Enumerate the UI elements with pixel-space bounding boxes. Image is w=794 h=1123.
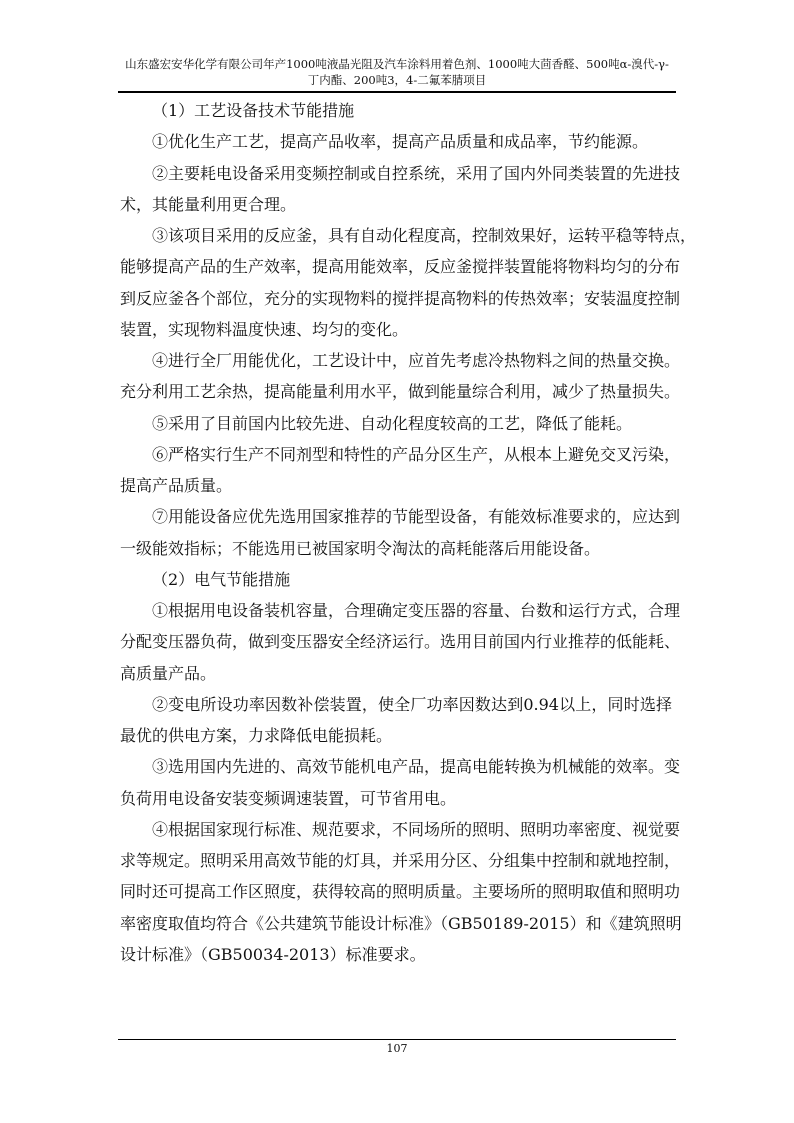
paragraph <box>120 345 681 408</box>
text-line: 同时还可提高工作区照度，获得较高的照明质量。主要场所的照明取值和照明功 <box>120 882 681 902</box>
paragraph <box>120 564 672 595</box>
text-line: 设计标准》（GB50034-2013）标准要求。 <box>120 944 426 964</box>
text-line: （2）电气节能措施 <box>152 569 291 589</box>
paragraph <box>120 814 682 970</box>
text-line: （1）工艺设备技术节能措施 <box>152 101 355 120</box>
text-line: 负荷用电设备安装变频调速装置，可节省用电。 <box>120 788 457 808</box>
text-line: 装置，实现物料温度快速、均匀的变化。 <box>120 319 409 339</box>
text-line: ⑥严格实行生产不同剂型和特性的产品分区生产，从根本上避免交叉污染， <box>152 444 681 464</box>
text-line: 率密度取值均符合《公共建筑节能设计标准》（GB50189-2015）和《建筑照明 <box>120 913 682 933</box>
text-line: 能够提高产品的生产效率，提高用能效率，反应釜搅拌装置能将物料均匀的分布 <box>120 257 681 277</box>
text-line: 最优的供电方案，力求降低电能损耗。 <box>120 726 393 745</box>
text-line: 分配变压器负荷，做到变压器安全经济运行。选用目前国内行业推荐的低能耗、 <box>120 632 681 652</box>
paragraph <box>120 595 681 689</box>
text-line: ①根据用电设备装机容量，合理确定变压器的容量、台数和运行方式，合理 <box>152 601 681 620</box>
paragraph <box>120 95 672 126</box>
text-line: ①优化生产工艺，提高产品收率，提高产品质量和成品率，节约能源。 <box>152 132 649 152</box>
text-line: 提高产品质量。 <box>120 476 233 495</box>
paragraph <box>120 126 672 157</box>
text-line: ②主要耗电设备采用变频控制或自控系统，采用了国内外同类装置的先进技 <box>152 163 681 183</box>
paragraph <box>120 220 697 345</box>
paragraph <box>120 158 681 221</box>
paragraph <box>120 689 672 752</box>
paragraph <box>120 751 681 814</box>
paragraph <box>120 439 681 502</box>
body-text <box>120 95 697 970</box>
text-line: ③该项目采用的反应釜，具有自动化程度高，控制效果好，运转平稳等特点， <box>152 226 697 245</box>
text-line: 充分利用工艺余热，提高能量利用水平，做到能量综合利用，减少了热量损失。 <box>120 382 681 402</box>
text-line: 一级能效指标；不能选用已被国家明令淘汰的高耗能落后用能设备。 <box>120 538 601 558</box>
footer-rule <box>118 1039 676 1040</box>
running-header <box>118 56 676 88</box>
text-line: ④进行全厂用能优化，工艺设计中，应首先考虑冷热物料之间的热量交换。 <box>152 351 681 370</box>
text-line: ②变电所设功率因数补偿装置，使全厂功率因数达到0.94以上，同时选择 <box>152 694 672 714</box>
page-number: 107 <box>386 1042 408 1055</box>
text-line: 术，其能量利用更合理。 <box>120 194 297 214</box>
text-line: ⑦用能设备应优先选用国家推荐的节能型设备，有能效标准要求的，应达到 <box>152 507 681 527</box>
paragraph <box>120 408 672 439</box>
header-line-2: 丁内酯、200吨3，4-二氟苯腈项目 <box>307 73 487 87</box>
text-line: ③选用国内先进的、高效节能机电产品，提高电能转换为机械能的效率。变 <box>152 757 681 777</box>
text-line: 高质量产品。 <box>120 663 217 683</box>
header-line-1: 山东盛宏安华化学有限公司年产1000吨液晶光阻及汽车涂料用着色剂、1000吨大茴香醛、500吨α-溴代-γ- <box>125 57 669 71</box>
text-line: 到反应釜各个部位，充分的实现物料的搅拌提高物料的传热效率；安装温度控制 <box>120 288 681 308</box>
text-line: 求等规定。照明采用高效节能的灯具，并采用分区、分组集中控制和就地控制， <box>120 851 681 870</box>
header-rule <box>118 91 676 93</box>
paragraph <box>120 501 681 564</box>
text-line: ⑤采用了目前国内比较先进、自动化程度较高的工艺，降低了能耗。 <box>152 413 633 433</box>
text-line: ④根据国家现行标准、规范要求，不同场所的照明、照明功率密度、视觉要 <box>152 819 681 839</box>
